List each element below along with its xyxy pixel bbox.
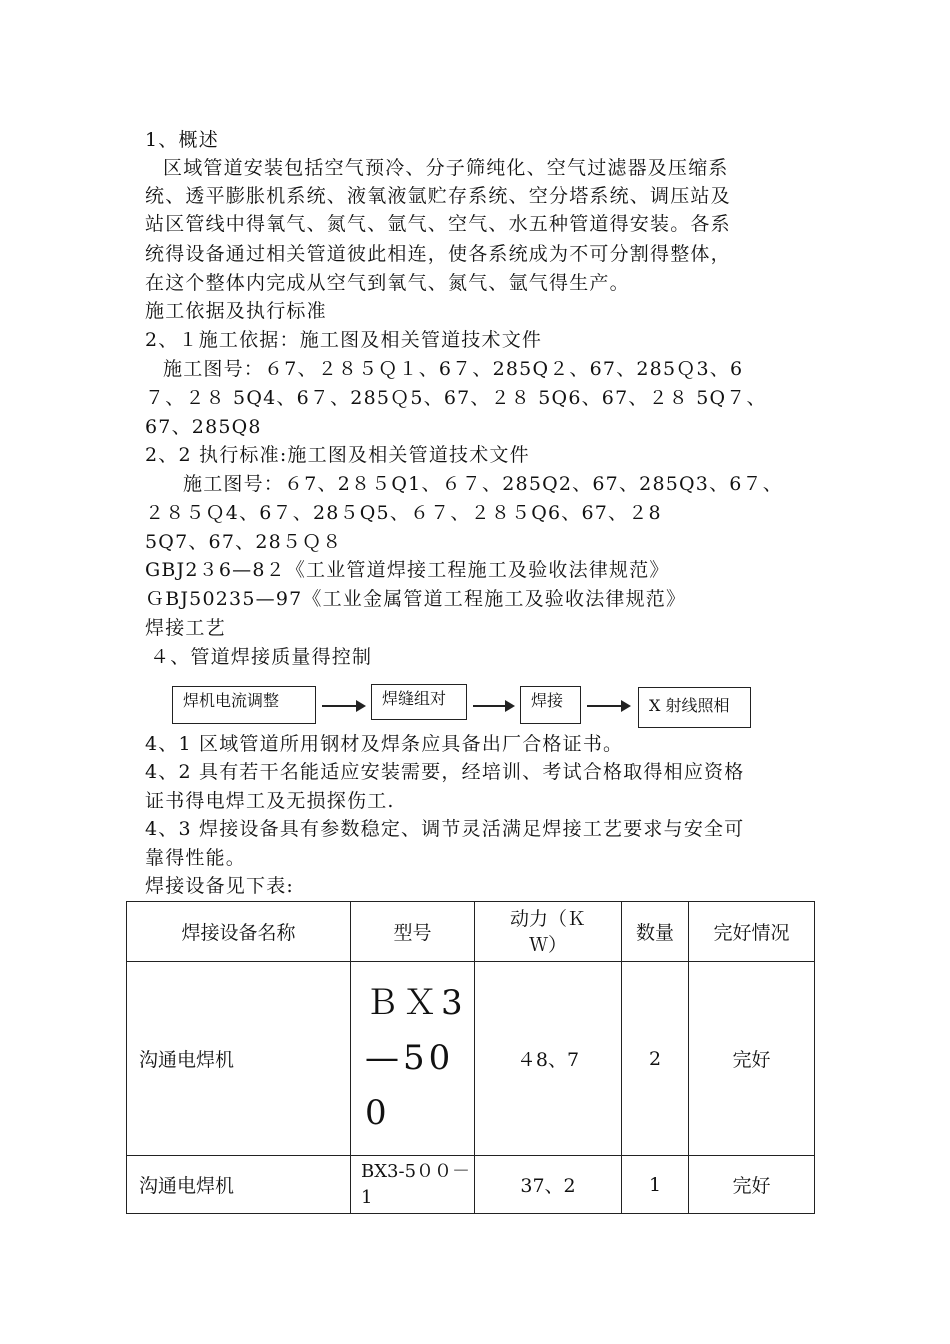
paragraph-line: 统得设备通过相关管道彼此相连，使各系统成为不可分割得整体，	[145, 243, 731, 265]
section-heading-basis: 施工依据及执行标准	[145, 300, 327, 322]
header-cell-model: 型号	[351, 902, 475, 962]
paragraph-line: 在这个整体内完成从空气到氧气、氮气、氩气得生产。	[145, 272, 630, 294]
paragraph-line: 施工图号：６7、２８５Ｑ１、6７、285Q２、67、285Ｑ3、6	[163, 358, 744, 380]
welding-equipment-table	[126, 901, 815, 1214]
paragraph-line: 5Q7、67、28５Ｑ８	[145, 531, 343, 553]
paragraph-line: 4、1 区域管道所用钢材及焊条应具备出厂合格证书。	[145, 733, 624, 755]
header-cell-equipment-name: 焊接设备名称	[127, 902, 351, 962]
paragraph-line: 统、透平膨胀机系统、液氧液氩贮存系统、空分塔系统、调压站及	[145, 185, 731, 207]
cell-quantity: 2	[622, 962, 689, 1156]
table-row	[127, 1156, 815, 1214]
flow-step-current-adjust: 焊机电流调整	[172, 686, 316, 724]
cell-condition: 完好	[689, 1156, 815, 1214]
paragraph-line: 靠得性能。	[145, 847, 247, 869]
flow-step-xray: X 射线照相	[638, 687, 751, 728]
cell-equipment-name: 沟通电焊机	[127, 1156, 351, 1214]
paragraph-line: ７、２８ 5Q4、6７、285Ｑ5、67、２８ 5Q6、67、２８ 5Q７、	[145, 387, 767, 409]
cell-power: 37、2	[475, 1156, 622, 1214]
subsection-heading: 2、2 执行标准:施工图及相关管道技术文件	[145, 444, 530, 466]
flow-step-welding: 焊接	[520, 686, 581, 724]
paragraph-line: 施工图号：６7、2８５Q1、６７、285Q2、67、285Q3、6７、	[183, 473, 783, 495]
header-power-label: 动力（ＫＷ）	[509, 907, 586, 956]
paragraph-line: 区域管道安装包括空气预冷、分子筛纯化、空气过滤器及压缩系	[163, 157, 729, 179]
paragraph-line: 证书得电焊工及无损探伤工.	[145, 790, 395, 812]
cell-model: ＢＸ3—500	[351, 962, 475, 1156]
cell-quantity: 1	[622, 1156, 689, 1214]
cell-model: BX3-5００－1	[351, 1156, 475, 1214]
header-cell-power	[475, 902, 622, 962]
paragraph-line: 站区管线中得氧气、氮气、氩气、空气、水五种管道得安装。各系	[145, 213, 731, 235]
flow-step-joint-fitup: 焊缝组对	[371, 684, 467, 720]
cell-equipment-name: 沟通电焊机	[127, 962, 351, 1156]
header-cell-quantity: 数量	[622, 902, 689, 962]
subsection-heading: ４、管道焊接质量得控制	[150, 646, 373, 668]
table-caption: 焊接设备见下表:	[145, 875, 295, 897]
subsection-heading: 2、１施工依据：施工图及相关管道技术文件	[145, 329, 543, 351]
flow-arrow	[322, 705, 364, 707]
paragraph-line: 4、3 焊接设备具有参数稳定、调节灵活满足焊接工艺要求与安全可	[145, 818, 745, 840]
cell-power: ４8、7	[475, 962, 622, 1156]
table-header-row	[127, 902, 815, 962]
paragraph-line: 4、2 具有若干名能适应安装需要，经培训、考试合格取得相应资格	[145, 761, 745, 783]
flow-arrow	[587, 705, 629, 707]
paragraph-line: ２８５Ｑ4、6７、28５Q5、６７、２８５Q6、67、２8	[145, 502, 662, 524]
table-row	[127, 962, 815, 1156]
cell-condition: 完好	[689, 962, 815, 1156]
header-cell-condition: 完好情况	[689, 902, 815, 962]
section-heading-welding: 焊接工艺	[145, 617, 226, 639]
paragraph-line: 67、285Q8	[145, 416, 262, 438]
standard-reference: ＧBJ50235—97《工业金属管道工程施工及验收法律规范》	[145, 588, 687, 610]
flow-arrow	[473, 705, 513, 707]
standard-reference: GBJ2３6—8２《工业管道焊接工程施工及验收法律规范》	[145, 559, 670, 581]
section-heading-overview: 1、概述	[145, 129, 219, 151]
